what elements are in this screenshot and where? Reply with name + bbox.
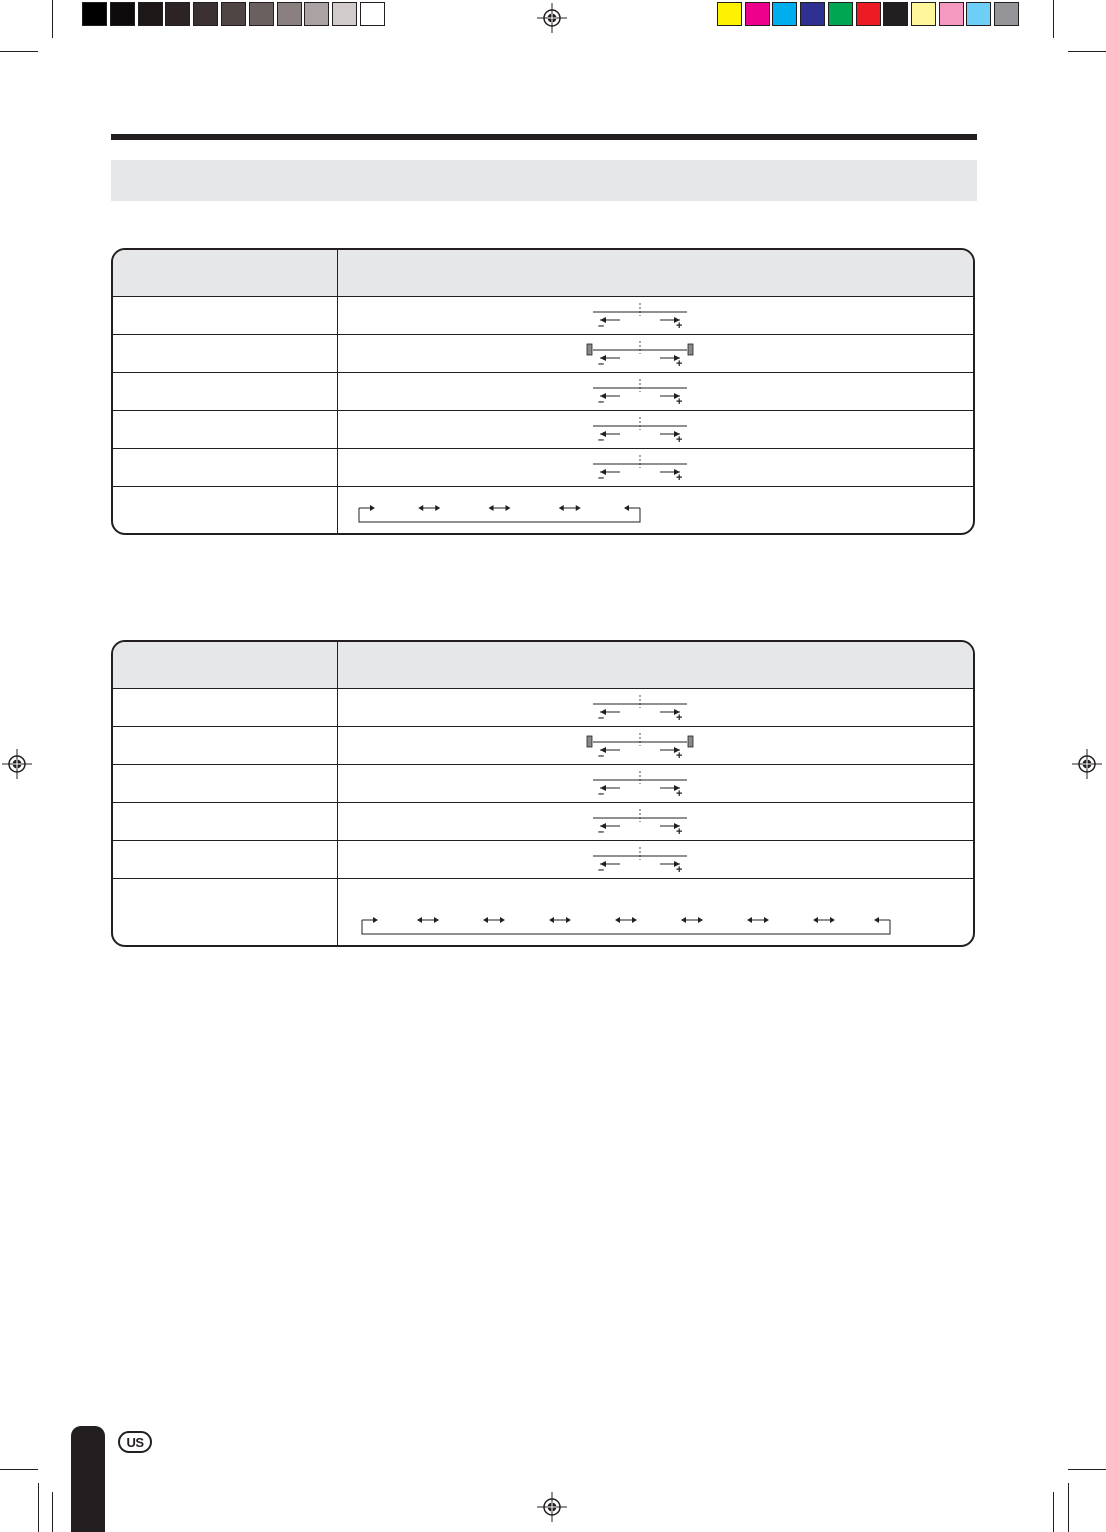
- scale-plus-label: +: [676, 788, 683, 798]
- gray-step-swatch: [360, 2, 385, 26]
- crop-mark: [0, 51, 38, 52]
- registration-mark-icon: [1072, 749, 1102, 779]
- table-row-divider: [113, 372, 973, 373]
- cycle-double-arrow-icon: [483, 917, 505, 923]
- scale-minus-label: –: [598, 864, 605, 874]
- gray-step-swatch: [249, 2, 274, 26]
- scale-plus-label: +: [676, 750, 683, 760]
- scale-minus-label: –: [598, 472, 605, 482]
- column-divider: [337, 642, 338, 945]
- scale-plus-label: +: [676, 320, 683, 330]
- crop-mark: [1068, 1483, 1069, 1532]
- scale-plus-label: +: [676, 864, 683, 874]
- crop-mark: [52, 0, 53, 38]
- mode-cycle-diagram[interactable]: [357, 502, 642, 526]
- table-row-divider: [113, 840, 973, 841]
- crop-mark: [1053, 0, 1054, 38]
- scale-plus-label: +: [676, 712, 683, 722]
- adjust-scale-icon[interactable]: [585, 298, 695, 330]
- scale-minus-label: –: [598, 826, 605, 836]
- crop-mark: [38, 1483, 39, 1532]
- scale-minus-label: –: [598, 358, 605, 368]
- cycle-double-arrow-icon: [489, 505, 511, 511]
- cycle-double-arrow-icon: [559, 505, 581, 511]
- scale-minus-label: –: [598, 712, 605, 722]
- process-color-swatch: [966, 2, 991, 26]
- scale-minus-label: –: [598, 396, 605, 406]
- cycle-double-arrow-icon: [417, 917, 439, 923]
- process-color-swatch: [856, 2, 881, 26]
- scale-plus-label: +: [676, 358, 683, 368]
- adjust-scale-icon[interactable]: [585, 728, 695, 760]
- table-row-divider: [113, 764, 973, 765]
- scale-minus-label: –: [598, 434, 605, 444]
- cycle-double-arrow-icon: [813, 917, 835, 923]
- cycle-double-arrow-icon: [615, 917, 637, 923]
- process-color-swatch: [883, 2, 908, 26]
- gray-step-swatch: [304, 2, 329, 26]
- table-row-divider: [113, 486, 973, 487]
- crop-mark: [1068, 51, 1106, 52]
- crop-mark: [52, 1492, 53, 1532]
- scale-minus-label: –: [598, 750, 605, 760]
- crop-mark: [0, 1469, 38, 1470]
- column-divider: [337, 250, 338, 533]
- adjust-scale-icon[interactable]: [585, 766, 695, 798]
- process-color-swatch: [745, 2, 770, 26]
- registration-mark-icon: [2, 749, 32, 779]
- table-row-divider: [113, 334, 973, 335]
- scale-plus-label: +: [676, 434, 683, 444]
- region-badge: US: [118, 1431, 152, 1453]
- gray-step-swatch: [138, 2, 163, 26]
- scale-minus-label: –: [598, 788, 605, 798]
- adjust-scale-icon[interactable]: [585, 450, 695, 482]
- settings-table-2: [111, 640, 975, 947]
- process-color-swatch: [911, 2, 936, 26]
- adjust-scale-icon[interactable]: [585, 690, 695, 722]
- table-row-divider: [113, 448, 973, 449]
- process-color-swatch: [800, 2, 825, 26]
- table-row-divider: [113, 802, 973, 803]
- adjust-scale-icon[interactable]: [585, 842, 695, 874]
- process-color-swatch: [994, 2, 1019, 26]
- table-row-divider: [113, 878, 973, 879]
- process-color-swatch: [772, 2, 797, 26]
- scale-plus-label: +: [676, 472, 683, 482]
- scale-minus-label: –: [598, 320, 605, 330]
- crop-mark: [1068, 1469, 1106, 1470]
- table-row-divider: [113, 410, 973, 411]
- table-header: [113, 642, 973, 689]
- adjust-scale-icon[interactable]: [585, 804, 695, 836]
- gray-step-swatch: [165, 2, 190, 26]
- table-header: [113, 250, 973, 297]
- gray-step-swatch: [332, 2, 357, 26]
- gray-step-swatch: [110, 2, 135, 26]
- registration-mark-icon: [537, 1492, 567, 1522]
- gray-step-swatch: [277, 2, 302, 26]
- cycle-double-arrow-icon: [549, 917, 571, 923]
- process-color-swatch: [717, 2, 742, 26]
- mode-cycle-diagram[interactable]: [360, 914, 892, 938]
- adjust-scale-icon[interactable]: [585, 336, 695, 368]
- adjust-scale-icon[interactable]: [585, 374, 695, 406]
- cycle-double-arrow-icon: [747, 917, 769, 923]
- registration-mark-icon: [537, 3, 567, 33]
- gray-step-swatch: [221, 2, 246, 26]
- adjust-scale-icon[interactable]: [585, 412, 695, 444]
- process-color-swatch: [828, 2, 853, 26]
- table-row-divider: [113, 726, 973, 727]
- header-rule: [111, 134, 977, 140]
- gray-step-swatch: [193, 2, 218, 26]
- scale-plus-label: +: [676, 396, 683, 406]
- cycle-double-arrow-icon: [418, 505, 440, 511]
- section-band: [111, 160, 977, 201]
- crop-mark: [1053, 1492, 1054, 1532]
- process-color-swatch: [939, 2, 964, 26]
- scale-plus-label: +: [676, 826, 683, 836]
- gray-step-swatch: [82, 2, 107, 26]
- cycle-double-arrow-icon: [681, 917, 703, 923]
- settings-table-1: [111, 248, 975, 535]
- language-tab: [71, 1426, 105, 1532]
